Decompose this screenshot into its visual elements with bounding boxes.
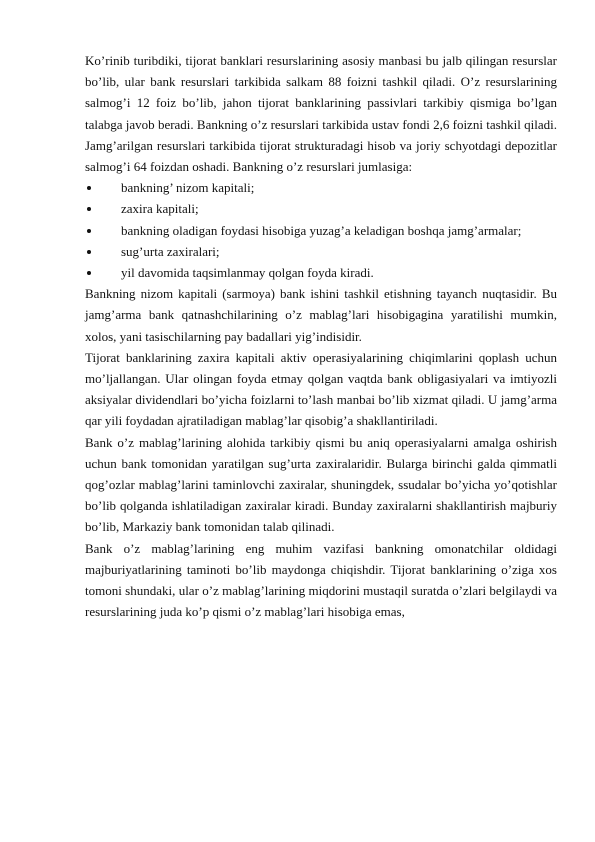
- own-funds-function-paragraph: Bank o’z mablag’larining eng muhim vazifasi bankning omonatchilar oldidagi majburiyatlarining taminoti bo’lib maydonga chiqishdir. Tijorat banklarining o’ziga xos tomoni shundaki, ular o’z mablag’larining miqdorini mustaqil suratda o’zlari belgilaydi va resurslarining juda ko’p qismi o’z mablag’lari hisobiga emas,: [85, 540, 557, 620]
- list-item: [85, 241, 557, 262]
- bullet-icon: [87, 271, 91, 275]
- bullet-icon: [87, 186, 91, 190]
- insurance-reserves-paragraph: Bank o’z mablag’larining alohida tarkibiy qismi bu aniq operasiyalarni amalga oshirish uchun bank tomonidan yaratilgan sug’urta zaxiralaridir. Bularga birinchi galda qimmatli qog’ozlar mablag’larini taminlovchi zaxiralar, shuningdek, ssudalar bo’yicha yo’qotishlar bo’lib qolganda ishlatiladigan zaxiralar kiradi. Bunday zaxiralarni shakllantirish majburiy bo’lib, Markaziy bank tomonidan talab qilinadi.: [85, 434, 557, 535]
- list-item: [85, 262, 557, 283]
- list-item-text: zaxira kapitali;: [121, 201, 199, 217]
- list-item: [85, 198, 557, 219]
- charter-capital-paragraph: Bankning nizom kapitali (sarmoya) bank ishini tashkil etishning tayanch nuqtasidir. Bu jamg’arma bank qatnashchilarining o’z mablag’lari hisobigagina yaratilishi mumkin, xolos, yani tasischilarning pay badallari yig’indisidir.: [85, 286, 557, 344]
- document-page: [85, 50, 557, 622]
- list-item: [85, 220, 557, 241]
- list-item-text: bankning’ nizom kapitali;: [121, 180, 255, 196]
- reserve-capital-paragraph: Tijorat banklarining zaxira kapitali aktiv operasiyalarining chiqimlarini qoplash uchun mo’ljallangan. Ular olingan foyda etmay qolgan vaqtda bank obligasiyalari va imtiyozli aksiyalar dividendlari bo’yicha foizlarni to’lash manbai bo’lib xizmat qiladi. U jamg’arma qar yili foydadan ajratiladigan mablag’lar qisobig’a shakllantiriladi.: [85, 349, 557, 429]
- bullet-icon: [87, 229, 91, 233]
- list-item-text: yil davomida taqsimlanmay qolgan foyda kiradi.: [121, 265, 374, 281]
- list-item: [85, 177, 557, 198]
- bullet-icon: [87, 207, 91, 211]
- bullet-icon: [87, 250, 91, 254]
- list-item-text: sug’urta zaxiralari;: [121, 243, 220, 259]
- own-resources-list: [85, 177, 557, 283]
- intro-paragraph: Ko’rinib turibdiki, tijorat banklari resurslarining asosiy manbasi bu jalb qilingan resurslar bo’lib, ular bank resurslari tarkibida salkam 88 foizni tashkil qiladi. O’z resurslarining salmog’i 12 foiz bo’lib, jahon tijorat banklarining passivlari tarkibiy qismiga bo’lgan talabga javob beradi. Bankning o’z resurslari tarkibida ustav fondi 2,6 foizni tashkil qiladi. Jamg’arilgan resurslari tarkibida tijorat strukturadagi hisob va joriy schyotdagi depozitlar salmog’i 64 foizdan oshadi. Bankning o’z resurslari jumlasiga:: [85, 53, 557, 175]
- list-item-text: bankning oladigan foydasi hisobiga yuzag’a keladigan boshqa jamg’armalar;: [121, 222, 522, 238]
